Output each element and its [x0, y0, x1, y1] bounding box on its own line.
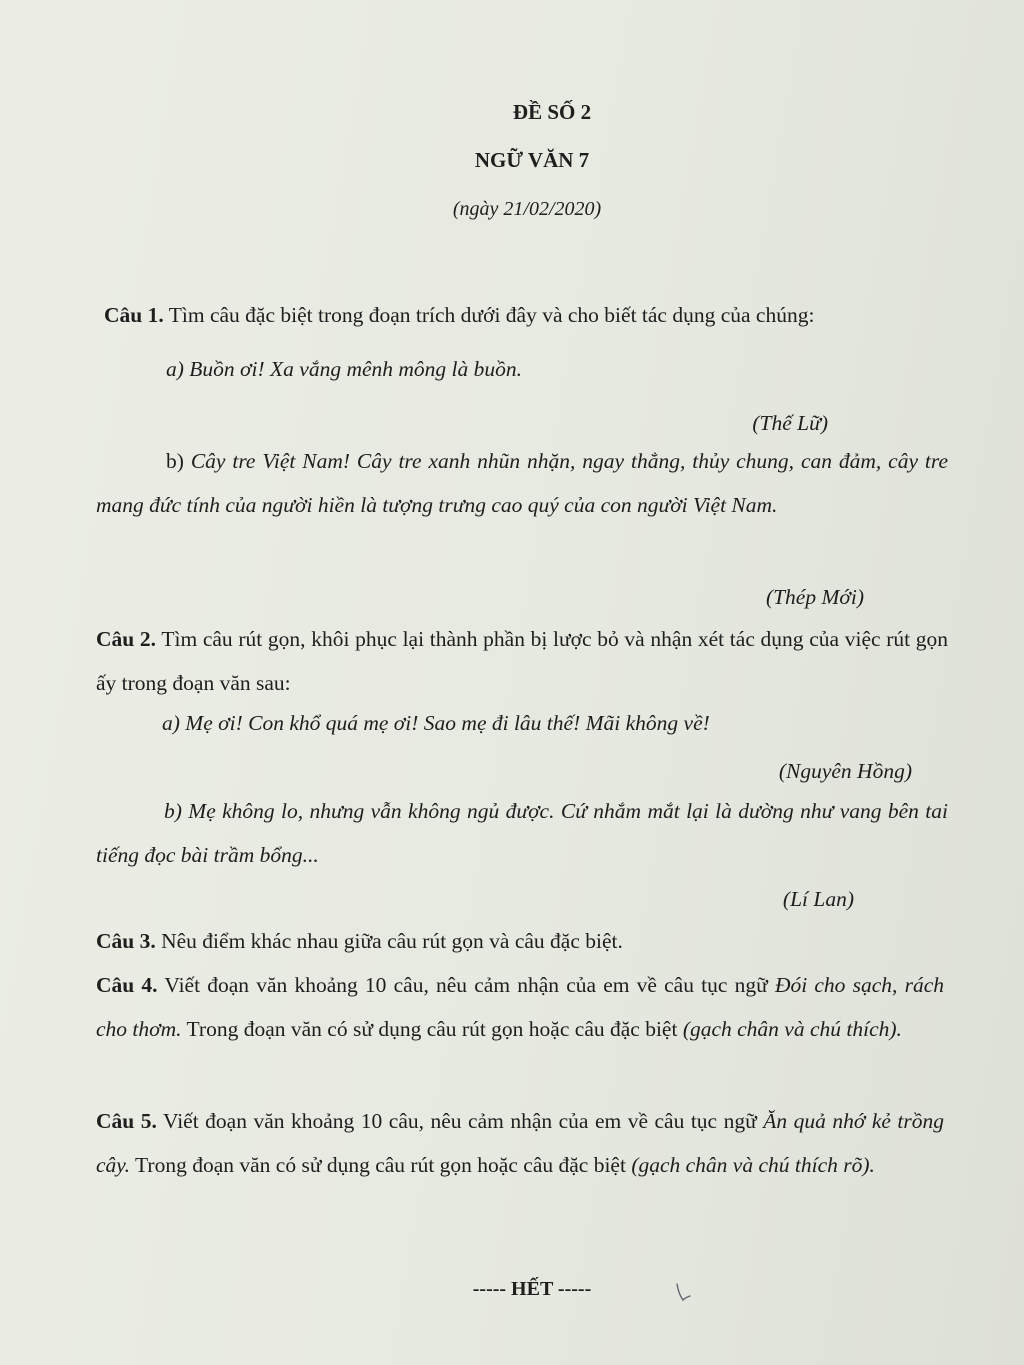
question-4-text-2: Trong đoạn văn có sử dụng câu rút gọn hoặc câu đặc biệt [186, 1017, 678, 1041]
exam-title: ĐỀ SỐ 2 [512, 100, 592, 124]
pen-tick-mark-icon [674, 1282, 692, 1304]
question-2-a-source: (Nguyên Hồng) [778, 759, 912, 783]
question-3-text: Nêu điểm khác nhau giữa câu rút gọn và câu đặc biệt. [161, 929, 623, 953]
question-2-a-text: Mẹ ơi! Con khổ quá mẹ ơi! Sao mẹ đi lâu thế! Mãi không về! [185, 711, 710, 735]
question-5-label: Câu 5. [96, 1109, 157, 1133]
question-1-b-source: (Thép Mới) [765, 585, 864, 609]
question-5-text-1: Viết đoạn văn khoảng 10 câu, nêu cảm nhận của em về câu tục ngữ [162, 1109, 757, 1133]
question-2-label: Câu 2. [96, 627, 157, 651]
question-5-paragraph [96, 1099, 944, 1187]
question-1-prompt: Tìm câu đặc biệt trong đoạn trích dưới đây và cho biết tác dụng của chúng: [168, 303, 815, 327]
exam-subject: NGỮ VĂN 7 [474, 148, 590, 172]
question-5-note: (gạch chân và chú thích rõ). [631, 1153, 875, 1177]
question-1-prompt-line [104, 305, 814, 327]
end-marker: ----- HẾT ----- [472, 1278, 592, 1300]
question-2-paragraph [96, 617, 948, 705]
question-4-label: Câu 4. [96, 973, 158, 997]
question-1-a-label: a) [166, 357, 184, 381]
question-1-a-source: (Thế Lữ) [752, 411, 828, 435]
question-1-b-block [96, 439, 948, 527]
question-5-proverb: Ăn quả nhớ kẻ trồng cây. [96, 1109, 944, 1177]
question-4-note: (gạch chân và chú thích). [682, 1017, 902, 1041]
question-5-block [96, 1099, 944, 1187]
question-1-b-label: b) [166, 449, 184, 473]
question-4-block [96, 963, 944, 1051]
question-1-label: Câu 1. [104, 303, 164, 327]
question-2-a-label: a) [162, 711, 180, 735]
question-1-a-line [166, 359, 522, 381]
question-4-text-1: Viết đoạn văn khoảng 10 câu, nêu cảm nhận của em về câu tục ngữ [164, 973, 768, 997]
question-2-a-line [162, 713, 710, 735]
question-1-a-text: Buồn ơi! Xa vắng mênh mông là buồn. [189, 357, 523, 381]
question-1-b-paragraph [96, 439, 948, 527]
question-3-line [96, 931, 623, 953]
question-4-paragraph [96, 963, 944, 1051]
question-4-proverb: Đói cho sạch, rách cho thơm. [96, 973, 944, 1041]
question-2-b-source: (Lí Lan) [782, 887, 854, 911]
question-2-prompt: Tìm câu rút gọn, khôi phục lại thành phần bị lược bỏ và nhận xét tác dụng của việc rút gọn ấy trong đoạn văn sau: [96, 627, 949, 695]
question-1-b-text: Cây tre Việt Nam! Cây tre xanh nhũn nhặn, ngay thẳng, thủy chung, can đảm, cây tre mang đức tính của người hiền là tượng trưng cao quý của con người Việt Nam. [96, 449, 948, 517]
question-2-b-paragraph: b) Mẹ không lo, nhưng vẫn không ngủ được. Cứ nhắm mắt lại là dường như vang bên tai tiếng đọc bài trầm bổng... [96, 799, 948, 867]
question-2-b-block [96, 789, 948, 877]
exam-date: (ngày 21/02/2020) [452, 198, 602, 220]
question-5-text-2: Trong đoạn văn có sử dụng câu rút gọn hoặc câu đặc biệt [135, 1153, 626, 1177]
question-2-prompt-block [96, 617, 948, 705]
question-3-label: Câu 3. [96, 929, 156, 953]
